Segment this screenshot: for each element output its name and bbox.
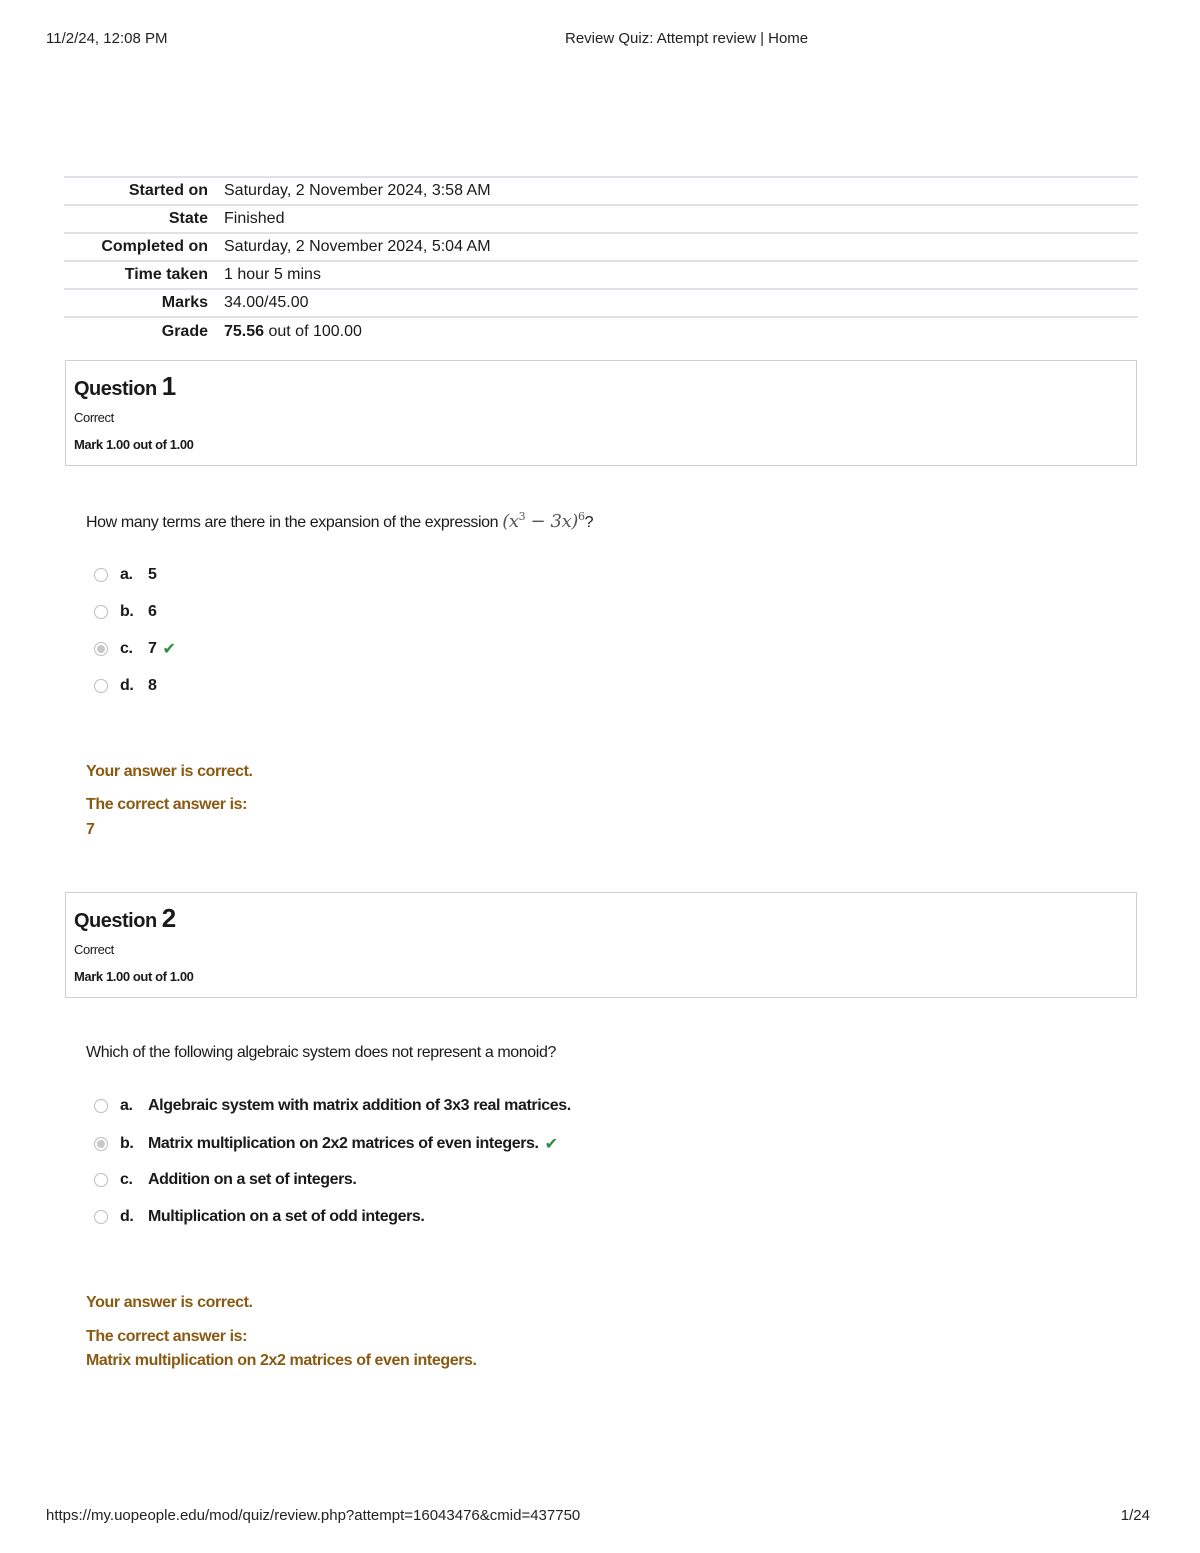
radio-icon[interactable] <box>94 1210 108 1224</box>
feedback-answer: 7 <box>86 821 95 838</box>
radio-icon[interactable] <box>94 1099 108 1113</box>
question-number <box>74 371 1128 402</box>
summary-row <box>64 233 1138 261</box>
option-text: Algebraic system with matrix addition of 3x3 real matrices. <box>148 1097 571 1114</box>
question-grade: Mark 1.00 out of 1.00 <box>74 969 194 984</box>
radio-icon[interactable] <box>94 1137 108 1151</box>
summary-label: Marks <box>161 294 208 311</box>
question-prompt: How many terms are there in the expansion of the expression <box>86 514 503 531</box>
math-base: (x <box>502 511 519 532</box>
summary-row <box>64 261 1138 289</box>
feedback-correct: Your answer is correct. <box>86 763 253 780</box>
math-middle: − 3x) <box>525 511 578 532</box>
radio-icon[interactable] <box>94 605 108 619</box>
check-icon: ✔ <box>544 1136 558 1153</box>
question-state: Correct <box>74 410 114 425</box>
summary-value: Saturday, 2 November 2024, 3:58 AM <box>224 182 491 199</box>
option-letter: a. <box>120 1097 133 1114</box>
summary-value <box>224 317 1138 345</box>
print-page-number: 1/24 <box>1120 1507 1150 1524</box>
question-label: Question <box>74 910 157 932</box>
feedback-label: The correct answer is: <box>86 1328 248 1345</box>
print-url: https://my.uopeople.edu/mod/quiz/review.php?attempt=16043476&cmid=437750 <box>46 1507 581 1524</box>
answer-option-c[interactable] <box>94 1171 356 1189</box>
radio-icon[interactable] <box>94 1173 108 1187</box>
answer-option-c[interactable] <box>94 639 176 659</box>
math-exponent: 6 <box>577 510 585 523</box>
summary-label: Time taken <box>124 266 208 283</box>
question-label: Question <box>74 378 157 400</box>
question-info-2 <box>65 892 1137 998</box>
grade-value: 75.56 <box>224 322 265 340</box>
question-number-value: 1 <box>161 371 176 401</box>
print-page-title: Review Quiz: Attempt review | Home <box>565 30 809 47</box>
math-expression <box>502 511 584 532</box>
summary-label: State <box>168 210 208 227</box>
radio-icon[interactable] <box>94 679 108 693</box>
question-number <box>74 903 1128 934</box>
summary-row <box>64 289 1138 317</box>
question-state: Correct <box>74 942 114 957</box>
question-prompt-end: ? <box>584 514 594 531</box>
answer-option-b[interactable] <box>94 1134 558 1154</box>
option-text: 6 <box>148 603 157 620</box>
option-letter: d. <box>120 677 134 694</box>
option-text: Multiplication on a set of odd integers. <box>148 1208 425 1225</box>
answer-option-d[interactable] <box>94 677 157 695</box>
option-text: Addition on a set of integers. <box>148 1171 357 1188</box>
summary-row <box>64 177 1138 205</box>
option-letter: b. <box>120 603 134 620</box>
print-datetime: 11/2/24, 12:08 PM <box>46 30 168 47</box>
question-number-value: 2 <box>161 903 176 933</box>
answer-option-a[interactable] <box>94 1097 571 1115</box>
feedback-correct: Your answer is correct. <box>86 1294 253 1311</box>
summary-value: Finished <box>224 210 285 227</box>
option-text: 8 <box>148 677 157 694</box>
answer-option-d[interactable] <box>94 1208 424 1226</box>
summary-value: 1 hour 5 mins <box>224 266 321 283</box>
question-text-2: Which of the following algebraic system does not represent a monoid? <box>86 1044 556 1061</box>
check-icon: ✔ <box>162 641 176 658</box>
summary-value: Saturday, 2 November 2024, 5:04 AM <box>224 238 491 255</box>
math-exponent: 3 <box>518 510 526 523</box>
question-grade: Mark 1.00 out of 1.00 <box>74 437 194 452</box>
option-letter: b. <box>120 1135 134 1152</box>
option-letter: c. <box>120 1171 133 1188</box>
feedback-label: The correct answer is: <box>86 796 248 813</box>
answer-option-a[interactable] <box>94 566 157 584</box>
option-letter: a. <box>120 566 133 583</box>
option-text: 7 <box>148 640 157 657</box>
feedback-answer: Matrix multiplication on 2x2 matrices of even integers. <box>86 1352 477 1369</box>
summary-row <box>64 317 1138 345</box>
summary-row <box>64 205 1138 233</box>
radio-icon[interactable] <box>94 568 108 582</box>
answer-option-b[interactable] <box>94 603 157 621</box>
attempt-summary-table <box>64 176 1138 345</box>
option-letter: d. <box>120 1208 134 1225</box>
summary-label: Completed on <box>101 238 208 255</box>
summary-value: 34.00/45.00 <box>224 294 309 311</box>
summary-label: Grade <box>161 322 208 340</box>
option-text: 5 <box>148 566 157 583</box>
radio-icon[interactable] <box>94 642 108 656</box>
summary-label: Started on <box>128 182 208 199</box>
question-text-1 <box>86 510 593 532</box>
question-info-1 <box>65 360 1137 466</box>
option-text: Matrix multiplication on 2x2 matrices of even integers. <box>148 1135 539 1152</box>
grade-out-of: out of 100.00 <box>264 322 362 340</box>
option-letter: c. <box>120 640 133 657</box>
